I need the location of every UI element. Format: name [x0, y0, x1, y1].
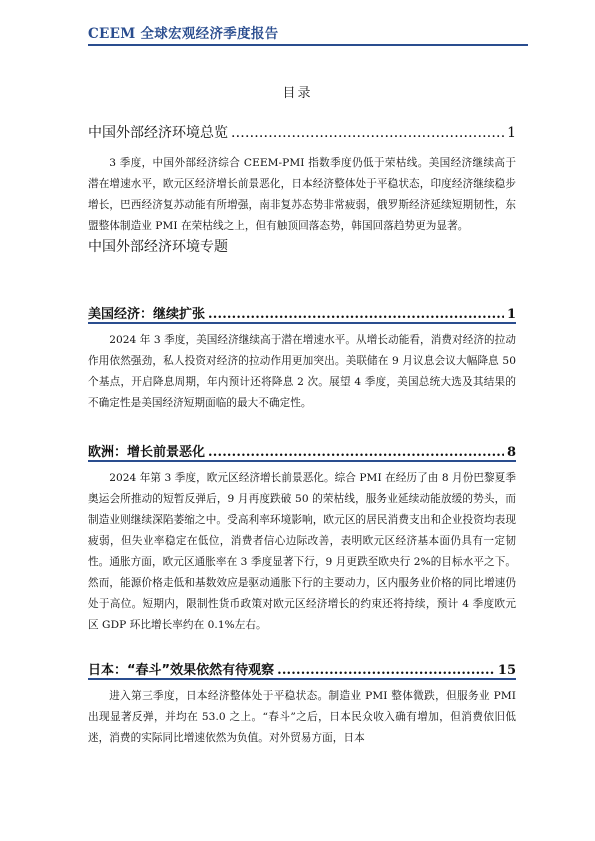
toc-entry-label: 日本：“春斗”效果依然有待观察 [88, 663, 275, 678]
section-rule [88, 460, 516, 462]
toc-entry-label: 美国经济：继续扩张 [88, 307, 206, 322]
toc-page-number: 1 [507, 125, 516, 141]
toc-entry-japan[interactable] [88, 659, 516, 678]
toc-leader-dots [277, 663, 495, 678]
toc-heading: 目录 [282, 86, 313, 101]
toc-page-number: 1 [506, 307, 516, 322]
section-summary-europe: 2024 年第 3 季度，欧元区经济增长前景恶化。综合 PMI 在经历了由 8 月份巴黎夏季奥运会所推动的短暂反弹后，9 月再度跌破 50 的荣枯线，服务业延续动能放缓的势头，而制造业则继续深陷萎缩之中。受高利率环境影响，欧元区的居民消费支出和企业投资均表现疲弱，但失业率稳定在低位，消费者信心边际改善，表明欧元区经济基本面仍具有一定韧性。通胀方面，欧元区通胀率在 3 季度显著下行，9 月更跌至欧央行 2%的目标水平之下。然而，能源价格走低和基数效应是驱动通胀下行的主要动力，区内服务业价格的同比增速仍处于高位。短期内，限制性货币政策对欧元区经济增长的约束还将持续，预计 4 季度欧元区 GDP 环比增长率约在 0.1%左右。 [88, 472, 516, 631]
toc-topics-heading: 中国外部经济环境专题 [88, 239, 228, 255]
report-title: CEEM 全球宏观经济季度报告 [88, 26, 279, 42]
section-rule [88, 678, 516, 680]
toc-entry-europe[interactable] [88, 441, 516, 460]
toc-page-number: 8 [506, 445, 516, 460]
toc-leader-dots [208, 445, 504, 460]
toc-entry-label: 中国外部经济环境总览 [88, 125, 228, 141]
toc-entry-overview[interactable] [88, 122, 516, 142]
section-rule [88, 322, 516, 324]
toc-page-number: 15 [497, 663, 516, 678]
section-summary-us: 2024 年 3 季度，美国经济继续高于潜在增速水平。从增长动能看，消费对经济的拉动作用依然强劲，私人投资对经济的拉动作用更加突出。美联储在 9 月议息会议大幅降息 50 个基点，开启降息周期，年内预计还将降息 2 次。展望 4 季度，美国总统大选及其结果的不确定性是美国经济短期面临的最大不确定性。 [88, 334, 516, 409]
toc-leader-dots [208, 307, 504, 322]
page-header [88, 22, 528, 42]
toc-entry-us-economy[interactable] [88, 303, 516, 322]
toc-leader-dots [231, 125, 504, 141]
overview-summary: 3 季度，中国外部经济综合 CEEM-PMI 指数季度仍低于荣枯线。美国经济继续高于潜在增速水平，欧元区经济增长前景恶化，日本经济整体处于平稳状态，印度经济继续稳步增长，巴西经济复苏动能有所增强，南非复苏态势非常疲弱，俄罗斯经济延续短期韧性，东盟整体制造业 PMI 在荣枯线之上，但有触顶回落态势，韩国回落趋势更为显著。 [88, 157, 516, 232]
header-rule [88, 44, 528, 46]
toc-entry-label: 欧洲：增长前景恶化 [88, 445, 206, 460]
section-summary-japan: 进入第三季度，日本经济整体处于平稳状态。制造业 PMI 整体微跌，但服务业 PMI 出现显著反弹，并均在 53.0 之上。“春斗”之后，日本民众收入确有增加，但消费依旧低迷，消费的实际同比增速依然为负值。对外贸易方面，日本 [88, 690, 516, 744]
